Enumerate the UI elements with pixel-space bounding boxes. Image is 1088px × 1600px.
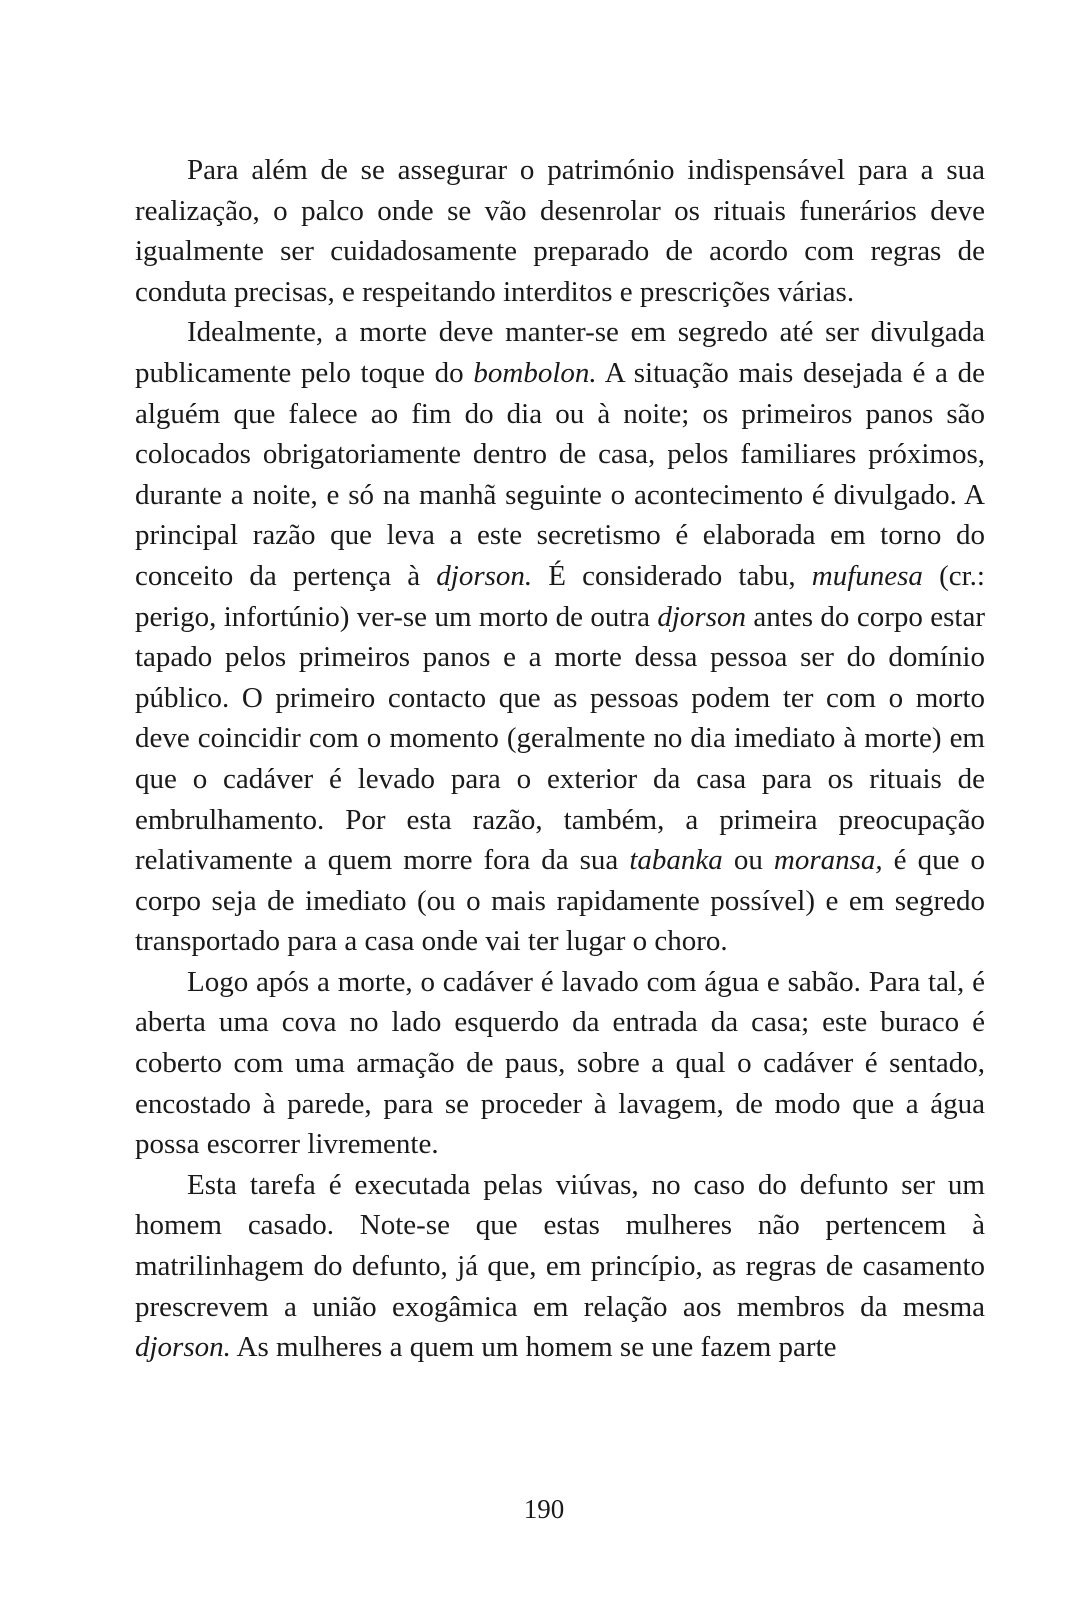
term-bombolon: bombolon. <box>473 356 597 389</box>
paragraph-3 <box>135 962 985 1165</box>
paragraph-4 <box>135 1165 985 1368</box>
paragraph-4-text: As mulheres a quem um homem se une fazem parte <box>230 1331 837 1364</box>
term-djorson: djorson <box>657 600 747 633</box>
term-tabanka: tabanka <box>629 844 723 877</box>
paragraph-1 <box>135 150 985 312</box>
paragraph-2-text: Idealmente, a morte deve manter-se em segredo até ser divulgada publicamente pelo toque do <box>135 316 985 389</box>
term-djorson: djorson. <box>135 1331 231 1364</box>
paragraph-4-text: Esta tarefa é executada pelas viúvas, no caso do defunto ser um homem casado. Note-se que estas mulheres não pertencem à matrilinhagem do defunto, já que, em princípio, as regras de casamento prescrevem a união exogâmica em relação aos membros da mesma <box>135 1168 985 1323</box>
paragraph-3-text: Logo após a morte, o cadáver é lavado com água e sabão. Para tal, é aberta uma cova no lado esquerdo da entrada da casa; este buraco é coberto com uma armação de paus, sobre a qual o cadáver é sentado, encostado à parede, para se proceder à lavagem, de modo que a água possa escorrer livremente. <box>135 965 985 1161</box>
term-moransa: moransa, <box>773 844 883 877</box>
paragraph-2-text: (cr.: perigo, infortúnio) ver-se um morto de outra <box>135 559 985 633</box>
paragraph-2-text: antes do corpo estar tapado pelos primeiros panos e a morte dessa pessoa ser do domínio público. O primeiro contacto que as pessoas podem ter com o morto deve coincidir com o momento (geralmente no dia imediato à morte) em que o cadáver é levado para o exterior da casa para os rituais de embrulhamento. Por esta razão, também, a primeira preocupação relativamente a quem morre fora da sua <box>135 600 985 877</box>
paragraph-2-text: A situação mais desejada é a de alguém que falece ao fim do dia ou à noite; os primeiros panos são colocados obrigatoriamente dentro de casa, pelos familiares próximos, durante a noite, e só na manhã seguinte o acontecimento é divulgado. A principal razão que leva a este secretismo é elaborada em torno do conceito da pertença à <box>135 356 985 592</box>
paragraph-2 <box>135 312 985 962</box>
page-body <box>135 150 985 1368</box>
paragraph-2-text: É considerado tabu, <box>532 559 812 592</box>
paragraph-2-text: ou <box>722 844 774 877</box>
page-number: 190 <box>523 1494 565 1524</box>
term-mufunesa: mufunesa <box>811 559 923 592</box>
term-djorson: djorson. <box>436 559 533 592</box>
paragraph-1-text: Para além de se assegurar o património indispensável para a sua realização, o palco onde se vão desenrolar os rituais funerários deve igualmente ser cuidadosamente preparado de acordo com regras de conduta precisas, e respeitando interditos e prescrições várias. <box>135 154 985 308</box>
paragraph-2-text: é que o corpo seja de imediato (ou o mais rapidamente possível) e em segredo transportado para a casa onde vai ter lugar o choro. <box>135 844 986 958</box>
